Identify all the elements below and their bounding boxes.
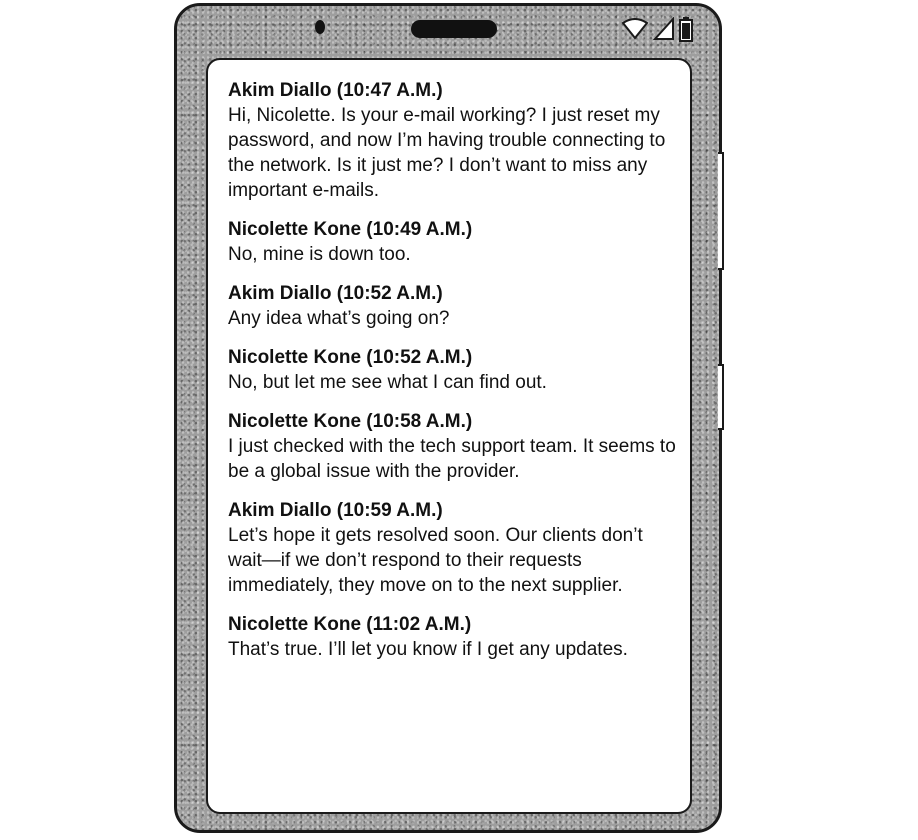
chat-message [228, 345, 676, 395]
message-text: Let’s hope it gets resolved soon. Our clients don’t wait—if we don’t respond to their requests immediately, they move on to the next supplier. [228, 525, 643, 596]
chat-message [228, 281, 676, 331]
chat-screen [206, 58, 692, 814]
message-text: No, mine is down too. [228, 244, 411, 265]
wifi-icon [621, 18, 649, 45]
message-header: Akim Diallo (10:59 A.M.) [228, 500, 443, 521]
message-header: Nicolette Kone (11:02 A.M.) [228, 614, 472, 635]
message-text: I just checked with the tech support team. It seems to be a global issue with the provider. [228, 436, 676, 482]
message-text: Any idea what’s going on? [228, 308, 450, 329]
message-text: Hi, Nicolette. Is your e-mail working? I just reset my password, and now I’m having trouble connecting to the network. Is it just me? I don’t want to miss any important e-mails. [228, 105, 666, 201]
camera-icon [315, 20, 325, 34]
chat-message [228, 78, 676, 203]
battery-icon [679, 16, 693, 47]
volume-button[interactable] [718, 152, 724, 270]
message-header: Nicolette Kone (10:49 A.M.) [228, 219, 473, 240]
message-header: Nicolette Kone (10:58 A.M.) [228, 411, 473, 432]
chat-message [228, 409, 676, 484]
message-text: No, but let me see what I can find out. [228, 372, 547, 393]
message-header: Nicolette Kone (10:52 A.M.) [228, 347, 473, 368]
chat-message [228, 217, 676, 267]
status-bar [621, 16, 693, 47]
power-button[interactable] [718, 364, 724, 430]
speaker-grille [411, 20, 497, 38]
message-header: Akim Diallo (10:47 A.M.) [228, 80, 443, 101]
message-header: Akim Diallo (10:52 A.M.) [228, 283, 443, 304]
message-text: That’s true. I’ll let you know if I get any updates. [228, 639, 628, 660]
chat-message [228, 612, 676, 662]
signal-icon [653, 17, 675, 46]
chat-message [228, 498, 676, 598]
